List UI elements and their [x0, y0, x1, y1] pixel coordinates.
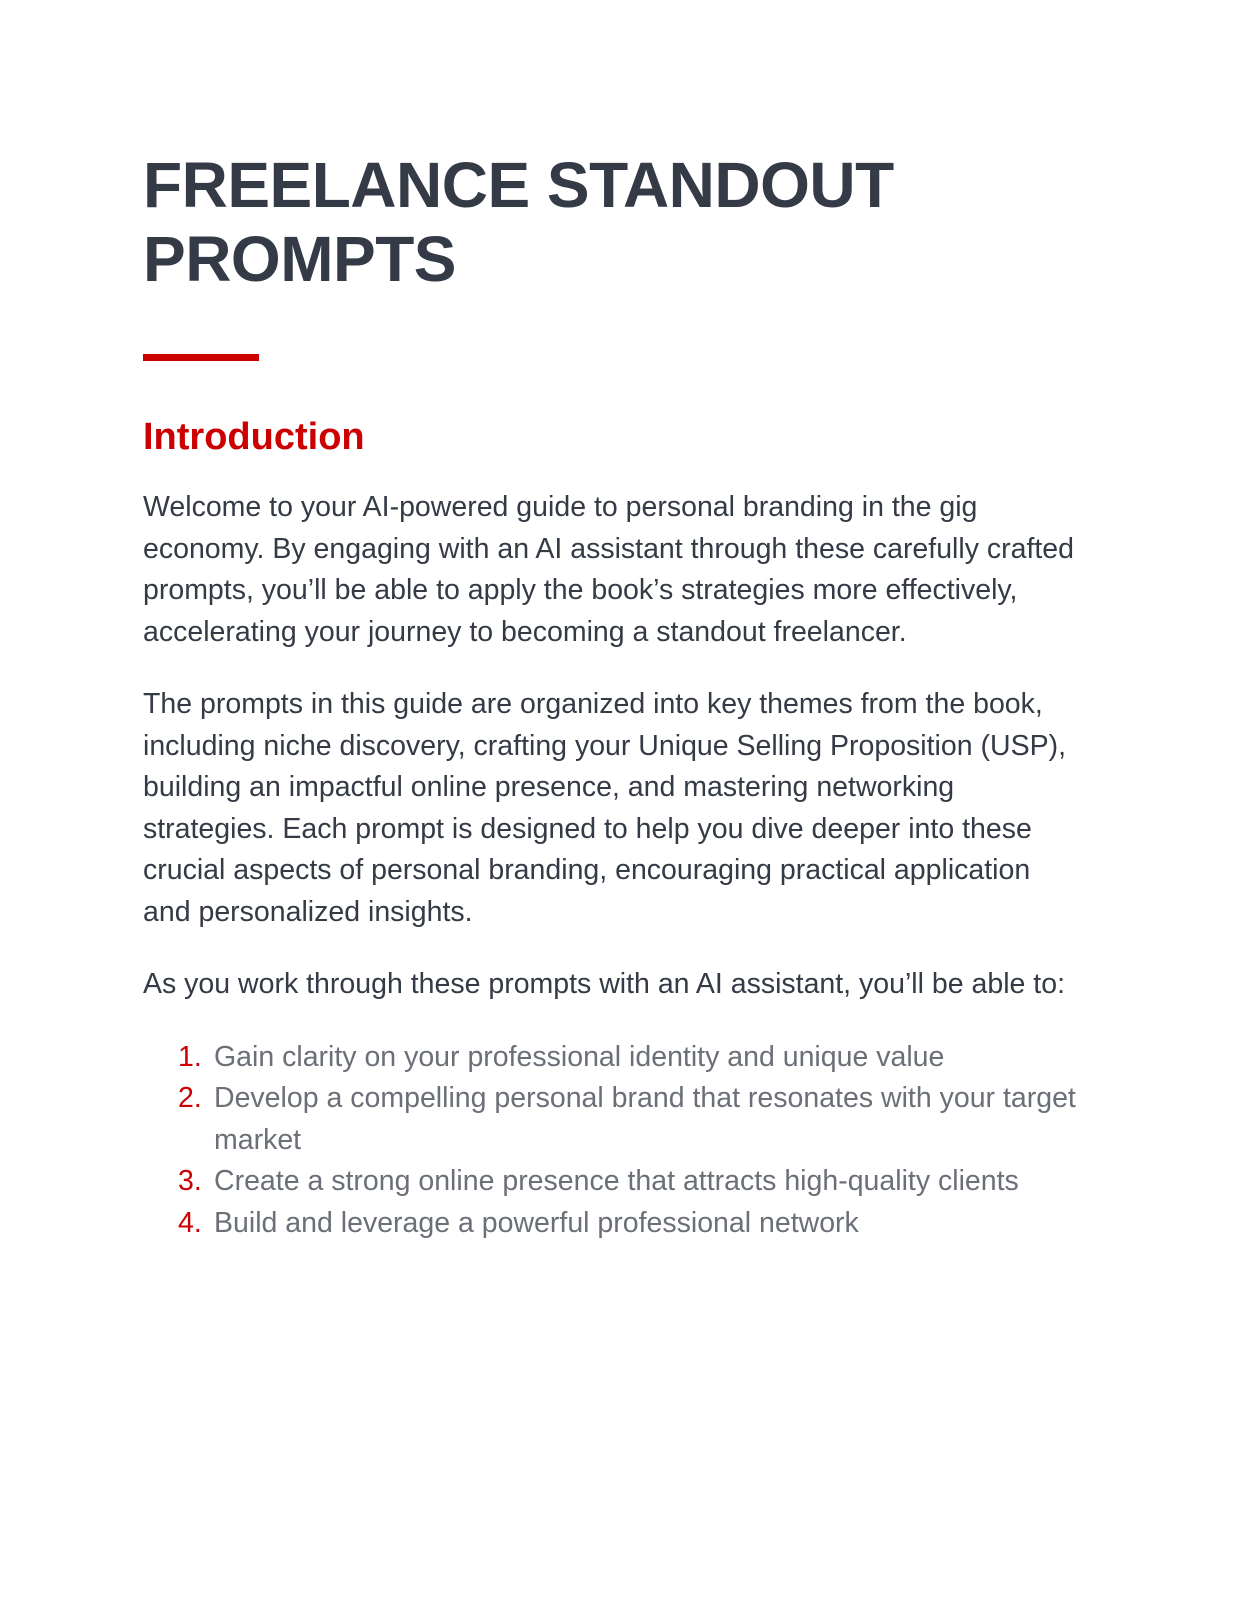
list-item-number: 4.: [178, 1206, 202, 1239]
intro-paragraph-3: As you work through these prompts with an AI assistant, you’ll be able to:: [143, 968, 1065, 1000]
list-item: [143, 1161, 1083, 1203]
list-item: [143, 1037, 1083, 1079]
document-page: [143, 148, 1083, 1244]
title-accent-rule: [143, 354, 259, 361]
intro-paragraph-1: Welcome to your AI-powered guide to personal branding in the gig economy. By engaging with an AI assistant through these carefully crafted prompts, you’ll be able to apply the book’s strategies more effectively, accelerating your journey to becoming a standout freelancer.: [143, 491, 1075, 648]
document-title: FREELANCE STANDOUT PROMPTS: [143, 149, 894, 295]
intro-paragraph-2: The prompts in this guide are organized into key themes from the book, including niche discovery, crafting your Unique Selling Proposition (USP), building an impactful online presence, and mastering networking strategies. Each prompt is designed to help you dive deeper into these crucial aspects of personal branding, encouraging practical application and personalized insights.: [143, 688, 1067, 928]
list-item-number: 3.: [178, 1165, 202, 1197]
list-item-text: Build and leverage a powerful professional network: [214, 1206, 859, 1239]
list-item-text: Create a strong online presence that attracts high-quality clients: [214, 1165, 1019, 1197]
section-heading-introduction: Introduction: [143, 416, 365, 458]
list-item: [143, 1078, 1083, 1161]
list-item: [143, 1203, 1083, 1245]
list-item-number: 2.: [178, 1082, 202, 1114]
list-item-number: 1.: [178, 1040, 202, 1073]
list-item-text: Gain clarity on your professional identity and unique value: [214, 1040, 945, 1073]
list-item-text: Develop a compelling personal brand that resonates with your target market: [214, 1082, 1076, 1156]
benefits-list: [143, 1037, 1083, 1245]
